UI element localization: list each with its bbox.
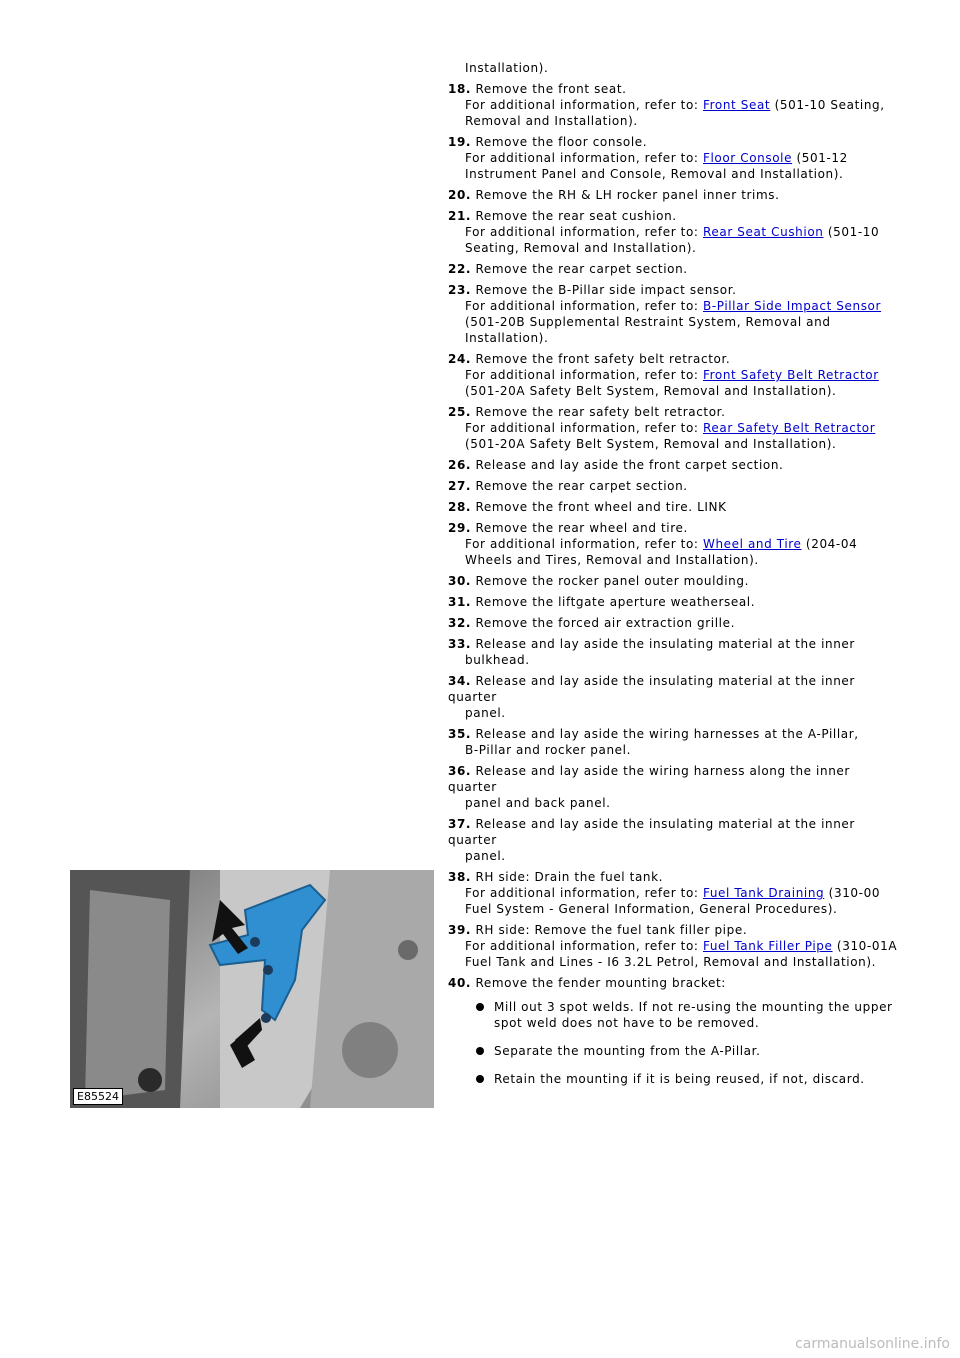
- bullet-text-wrap: spot weld does not have to be removed.: [494, 1016, 760, 1030]
- step-text: Release and lay aside the insulating material at the inner quarter: [448, 817, 855, 847]
- step-text-wrap: bulkhead.: [465, 653, 530, 667]
- step-text: Release and lay aside the insulating material at the inner: [475, 637, 855, 651]
- step-list: [448, 81, 898, 991]
- reference-link[interactable]: Rear Safety Belt Retractor: [702, 421, 876, 435]
- step-number: 19.: [448, 135, 472, 149]
- step-item: [448, 404, 898, 452]
- step-number: 34.: [448, 674, 472, 688]
- step-number: 18.: [448, 82, 472, 96]
- reference-detail: Fuel Tank and Lines - I6 3.2L Petrol, Removal and Installation).: [465, 955, 877, 969]
- step-text: Remove the rear carpet section.: [475, 479, 688, 493]
- step-item: [448, 673, 898, 721]
- step-text: Remove the rocker panel outer moulding.: [475, 574, 750, 588]
- reference-prefix: For additional information, refer to:: [465, 98, 703, 112]
- step-text: Release and lay aside the wiring harnesses at the A-Pillar,: [475, 727, 859, 741]
- fender-bracket-photo: [70, 870, 434, 1108]
- procedure-steps: [448, 60, 898, 1099]
- reference-detail: (501-20A Safety Belt System, Removal and Installation).: [465, 384, 837, 398]
- step-item: [448, 816, 898, 864]
- step-item: [448, 573, 898, 589]
- step-number: 32.: [448, 616, 472, 630]
- step-item: [448, 636, 898, 668]
- reference-suffix: (204-04: [801, 537, 858, 551]
- step-number: 26.: [448, 458, 472, 472]
- step-text: Release and lay aside the front carpet section.: [475, 458, 784, 472]
- step-text: Remove the RH & LH rocker panel inner trims.: [475, 188, 780, 202]
- step-item: [448, 869, 898, 917]
- step-item: [448, 615, 898, 631]
- step-text: Remove the fender mounting bracket:: [475, 976, 726, 990]
- step-item: [448, 187, 898, 203]
- reference-prefix: For additional information, refer to:: [465, 886, 703, 900]
- reference-prefix: For additional information, refer to:: [465, 151, 703, 165]
- step-item: [448, 81, 898, 129]
- step-number: 22.: [448, 262, 472, 276]
- step-item: [448, 478, 898, 494]
- reference-prefix: For additional information, refer to:: [465, 368, 703, 382]
- step-item: [448, 457, 898, 473]
- step-number: 36.: [448, 764, 472, 778]
- step-text: Remove the rear wheel and tire.: [475, 521, 688, 535]
- reference-suffix: (501-12: [792, 151, 848, 165]
- footer-watermark: carmanualsonline.info: [795, 1336, 950, 1352]
- reference-prefix: For additional information, refer to:: [465, 537, 703, 551]
- step-number: 30.: [448, 574, 472, 588]
- step-item: [448, 261, 898, 277]
- reference-prefix: For additional information, refer to:: [465, 939, 703, 953]
- step-item: [448, 520, 898, 568]
- step-text-wrap: panel.: [465, 706, 506, 720]
- reference-line: [448, 938, 898, 954]
- step-text: Remove the liftgate aperture weatherseal.: [475, 595, 756, 609]
- step-text: Release and lay aside the wiring harness along the inner quarter: [448, 764, 850, 794]
- step-item: [448, 208, 898, 256]
- reference-link[interactable]: Fuel Tank Draining: [702, 886, 825, 900]
- step-number: 37.: [448, 817, 472, 831]
- reference-line: [448, 224, 898, 240]
- step-text: Remove the forced air extraction grille.: [475, 616, 736, 630]
- photo-illustration: [70, 870, 434, 1108]
- step-number: 38.: [448, 870, 472, 884]
- reference-detail: Removal and Installation).: [465, 114, 638, 128]
- step-text: Release and lay aside the insulating material at the inner quarter: [448, 674, 855, 704]
- step-number: 29.: [448, 521, 472, 535]
- step-text: Remove the front seat.: [475, 82, 627, 96]
- reference-link[interactable]: Rear Seat Cushion: [702, 225, 824, 239]
- step-text-wrap: panel.: [465, 849, 506, 863]
- bullet-text: Separate the mounting from the A-Pillar.: [494, 1044, 761, 1058]
- step-text: Remove the front wheel and tire. LINK: [475, 500, 727, 514]
- step-text: Remove the floor console.: [475, 135, 648, 149]
- step-text: RH side: Remove the fuel tank filler pipe.: [475, 923, 748, 937]
- step-text: Remove the front safety belt retractor.: [475, 352, 731, 366]
- step-item: [448, 975, 898, 991]
- bullet-item: [476, 1071, 898, 1087]
- reference-line: [448, 298, 898, 314]
- step-number: 27.: [448, 479, 472, 493]
- step-item: [448, 351, 898, 399]
- continued-text: Installation).: [465, 61, 549, 75]
- reference-line: [448, 150, 898, 166]
- step-number: 28.: [448, 500, 472, 514]
- bullet-text: Retain the mounting if it is being reused, if not, discard.: [494, 1072, 865, 1086]
- reference-line: [448, 97, 898, 113]
- bullet-list: [448, 999, 898, 1087]
- step-item: [448, 922, 898, 970]
- reference-line: [448, 420, 898, 436]
- step-text: Remove the rear safety belt retractor.: [475, 405, 726, 419]
- reference-line: [448, 367, 898, 383]
- reference-suffix: (501-10: [823, 225, 880, 239]
- step-item: [448, 763, 898, 811]
- reference-detail: Fuel System - General Information, General Procedures).: [465, 902, 838, 916]
- step-number: 21.: [448, 209, 472, 223]
- reference-link[interactable]: Fuel Tank Filler Pipe: [702, 939, 833, 953]
- step-text: Remove the B-Pillar side impact sensor.: [475, 283, 737, 297]
- reference-detail: Seating, Removal and Installation).: [465, 241, 697, 255]
- reference-link[interactable]: Front Safety Belt Retractor: [702, 368, 879, 382]
- step-item: [448, 499, 898, 515]
- step-number: 24.: [448, 352, 472, 366]
- reference-prefix: For additional information, refer to:: [465, 421, 703, 435]
- step-text: Remove the rear carpet section.: [475, 262, 688, 276]
- reference-suffix: (310-00: [824, 886, 881, 900]
- reference-detail: Installation).: [465, 331, 549, 345]
- reference-line: [448, 885, 898, 901]
- step-number: 23.: [448, 283, 472, 297]
- step-item: [448, 594, 898, 610]
- reference-line: [448, 536, 898, 552]
- reference-prefix: For additional information, refer to:: [465, 299, 703, 313]
- step-text: RH side: Drain the fuel tank.: [475, 870, 664, 884]
- bullet-text: Mill out 3 spot welds. If not re-using the mounting the upper: [494, 1000, 893, 1014]
- step-number: 35.: [448, 727, 472, 741]
- reference-link[interactable]: Wheel and Tire: [702, 537, 802, 551]
- reference-detail: Instrument Panel and Console, Removal and Installation).: [465, 167, 844, 181]
- step-number: 40.: [448, 976, 472, 990]
- reference-link[interactable]: Floor Console: [702, 151, 793, 165]
- step-number: 33.: [448, 637, 472, 651]
- reference-detail: (501-20A Safety Belt System, Removal and Installation).: [465, 437, 837, 451]
- bullet-item: [476, 999, 898, 1031]
- step-number: 25.: [448, 405, 472, 419]
- step-number: 31.: [448, 595, 472, 609]
- bullet-item: [476, 1043, 898, 1059]
- step-number: 20.: [448, 188, 472, 202]
- step-number: 39.: [448, 923, 472, 937]
- step-item: [448, 282, 898, 346]
- reference-detail: (501-20B Supplemental Restraint System, Removal and: [465, 315, 831, 329]
- step-text-wrap: B-Pillar and rocker panel.: [465, 743, 631, 757]
- reference-suffix: (501-10 Seating,: [770, 98, 885, 112]
- reference-detail: Wheels and Tires, Removal and Installation).: [465, 553, 759, 567]
- step-text: Remove the rear seat cushion.: [475, 209, 677, 223]
- reference-link[interactable]: Front Seat: [702, 98, 771, 112]
- step-text-wrap: panel and back panel.: [465, 796, 611, 810]
- reference-link[interactable]: B-Pillar Side Impact Sensor: [702, 299, 882, 313]
- step-item: [448, 726, 898, 758]
- reference-suffix: (310-01A: [832, 939, 898, 953]
- reference-prefix: For additional information, refer to:: [465, 225, 703, 239]
- step-item: [448, 134, 898, 182]
- figure-label: E85524: [73, 1088, 123, 1105]
